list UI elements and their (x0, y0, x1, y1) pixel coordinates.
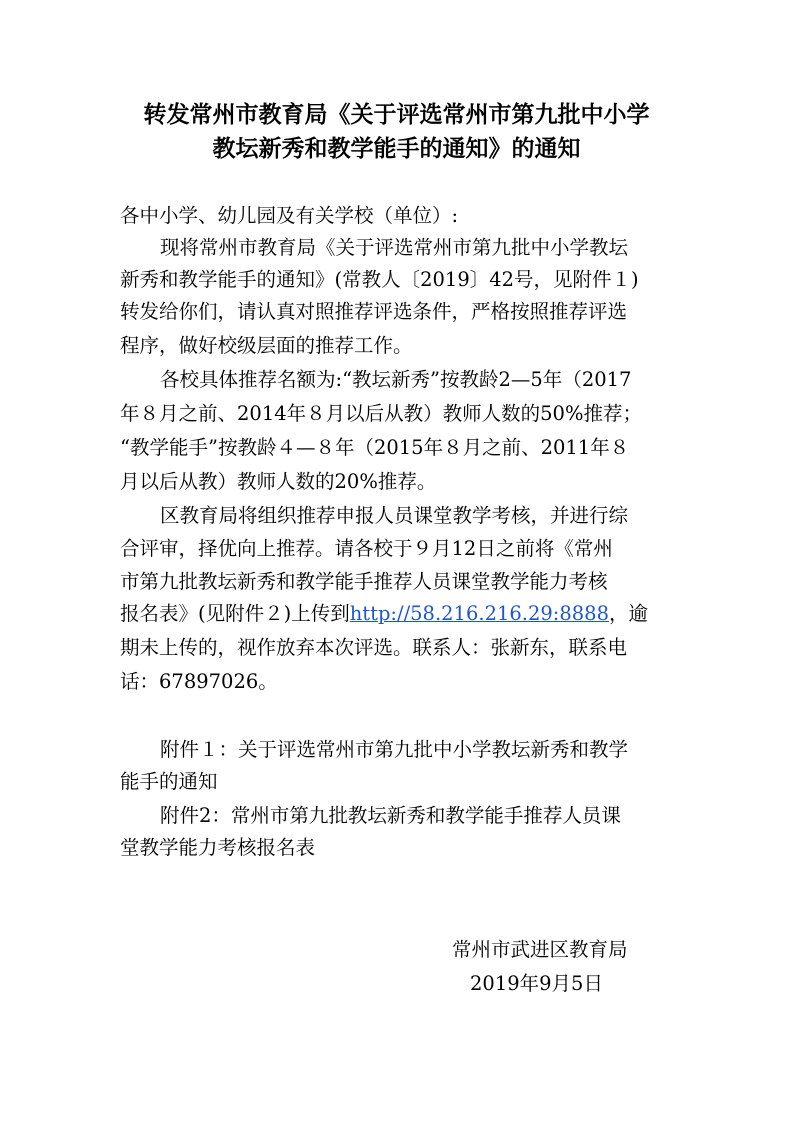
paragraph-2-line: 月以后从教）教师人数的20%推荐。 (120, 470, 437, 493)
upload-link[interactable]: http://58.216.216.29:8888 (349, 602, 609, 625)
paragraph-3-line: 区教育局将组织推荐申报人员课堂教学考核，并进行综 (160, 504, 629, 527)
attachment-2-line-1: 附件2：常州市第九批教坛新秀和教学能手推荐人员课 (160, 804, 621, 827)
paragraph-3-line: 市第九批教坛新秀和教学能手推荐人员课堂教学能力考核 (120, 570, 608, 593)
paragraph-3-line: 话：67897026。 (120, 670, 278, 693)
document-title-line-1: 转发常州市教育局《关于评选常州市第九批中小学 (143, 101, 650, 128)
paragraph-2-line: “教学能手”按教龄４—８年（2015年８月之前、2011年８ (120, 436, 630, 459)
paragraph-3-line: 合评审，择优向上推荐。请各校于９月12日之前将《常州 (120, 537, 613, 560)
paragraph-1-line: 转发给你们，请认真对照推荐评选条件，严格按照推荐评选 (120, 300, 628, 323)
paragraph-1-line: 程序，做好校级层面的推荐工作。 (120, 334, 413, 357)
paragraph-1-line: 现将常州市教育局《关于评选常州市第九批中小学教坛 (160, 236, 629, 259)
signature-organization: 常州市武进区教育局 (452, 938, 628, 961)
paragraph-3-line-with-link (120, 598, 648, 630)
attachment-1-line-2: 能手的通知 (120, 770, 218, 793)
paragraph-2-line: 各校具体推荐名额为:“教坛新秀”按教龄2—5年（2017 (160, 368, 632, 391)
salutation: 各中小学、幼儿园及有关学校（单位）: (120, 204, 459, 227)
paragraph-1-line: 新秀和教学能手的通知》(常教人〔2019〕42号，见附件１) (120, 268, 639, 291)
document-title-line-2: 教坛新秀和教学能手的通知》的通知 (212, 135, 581, 162)
paragraph-3-link-suffix: ，逾 (609, 602, 649, 625)
paragraph-3-line: 期未上传的，视作放弃本次评选。联系人：张新东，联系电 (120, 636, 628, 659)
paragraph-3-link-prefix: 报名表》(见附件２)上传到 (120, 602, 350, 625)
attachment-1-line-1: 附件１：关于评选常州市第九批中小学教坛新秀和教学 (160, 738, 629, 761)
signature-date: 2019年9月5日 (470, 972, 603, 995)
attachment-2-line-2: 堂教学能力考核报名表 (120, 836, 316, 859)
paragraph-2-line: 年８月之前、2014年８月以后从教）教师人数的50%推荐； (120, 402, 642, 425)
